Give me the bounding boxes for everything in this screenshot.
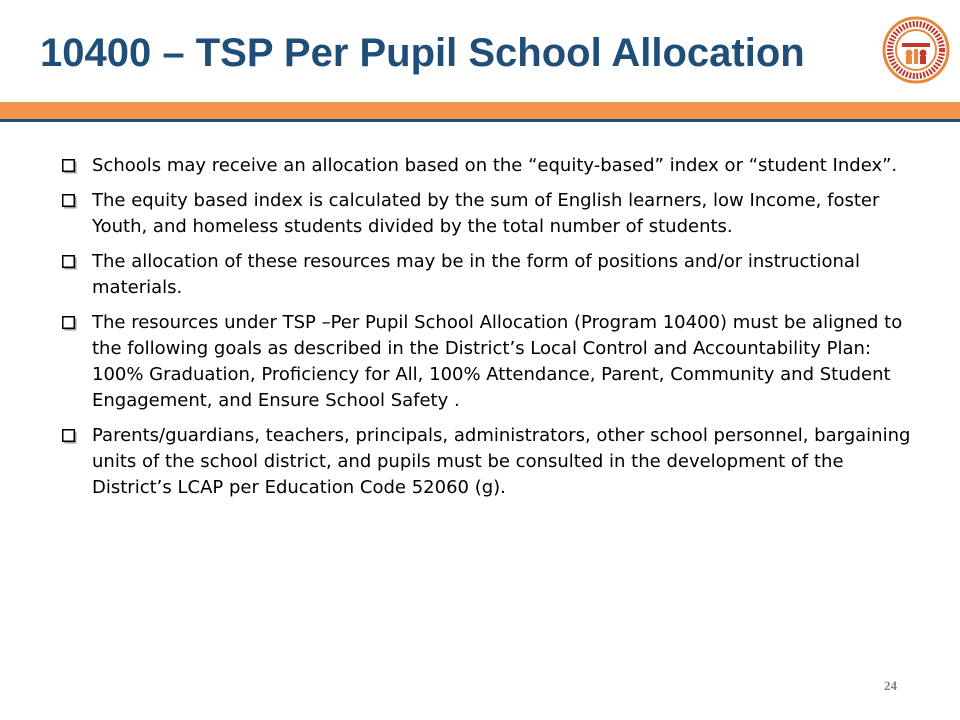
slide-title: 10400 – TSP Per Pupil School Allocation — [40, 31, 805, 75]
bullet-item — [62, 188, 912, 240]
checkbox-bullet-icon — [62, 255, 77, 270]
bullet-text: The allocation of these resources may be in the form of positions and/or instructional materials. — [92, 251, 860, 298]
bullet-item — [62, 423, 912, 501]
district-seal-logo — [882, 16, 950, 84]
bullet-item — [62, 153, 912, 179]
bullet-text: The resources under TSP –Per Pupil School Allocation (Program 10400) must be aligned to the following goals as described in the District’s Local Control and Accountability Plan: 100% Graduation, Proficiency for All, 100% Attendance, Parent, Community and Student Engagement, and Ensure School Safety . — [92, 312, 903, 411]
header-blue-rule — [0, 119, 960, 122]
bullet-text: Parents/guardians, teachers, principals, administrators, other school personnel, bargaining units of the school district, and pupils must be consulted in the development of the District’s LCAP per Education Code 52060 (g). — [92, 425, 911, 498]
bullet-text: The equity based index is calculated by the sum of English learners, low Income, foster Youth, and homeless students divided by the total number of students. — [92, 190, 880, 237]
bullet-list — [62, 153, 912, 510]
page-number: 24 — [884, 678, 897, 693]
bullet-item — [62, 310, 912, 414]
checkbox-bullet-icon — [62, 194, 77, 209]
bullet-text: Schools may receive an allocation based on the “equity-based” index or “student Index”. — [92, 155, 898, 176]
checkbox-bullet-icon — [62, 429, 77, 444]
checkbox-bullet-icon — [62, 159, 77, 174]
checkbox-bullet-icon — [62, 316, 77, 331]
bullet-item — [62, 249, 912, 301]
header-orange-rule — [0, 102, 960, 119]
district-seal-icon — [882, 16, 950, 84]
